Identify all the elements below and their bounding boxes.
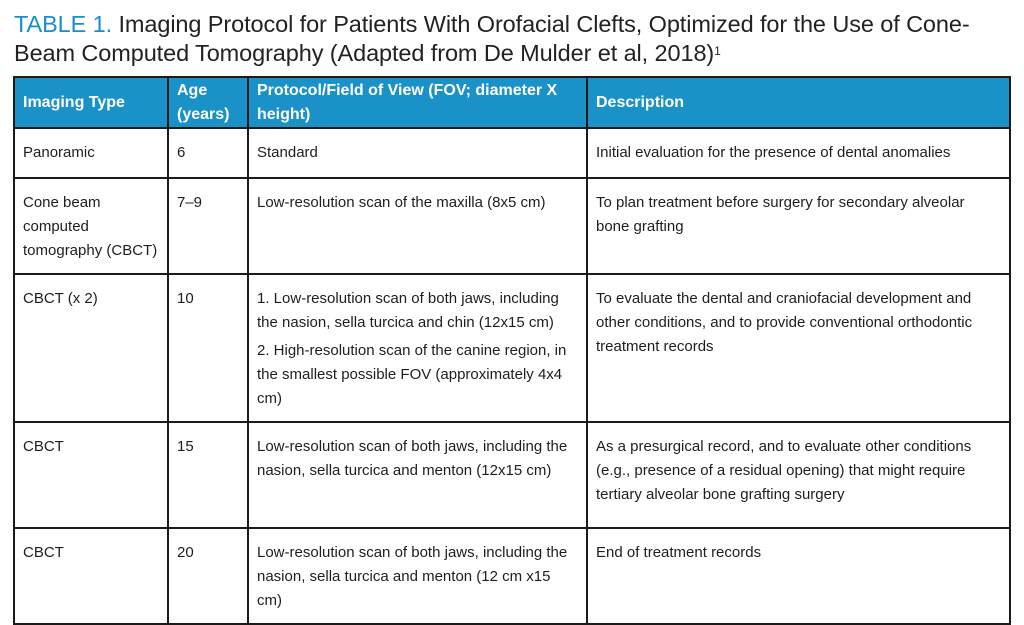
cell-imaging-type: Cone beam computed tomography (CBCT) (14, 178, 168, 274)
table-row (14, 178, 1010, 274)
footnote-marker: 1 (714, 44, 721, 58)
header-imaging-type: Imaging Type (14, 77, 168, 128)
cell-imaging-type: CBCT (x 2) (14, 274, 168, 422)
protocol-item: Low-resolution scan of both jaws, including the nasion, sella turcica and menton (12x15 cm) (257, 438, 568, 479)
cell-description: To plan treatment before surgery for secondary alveolar bone grafting (587, 178, 1010, 274)
imaging-protocol-table (13, 76, 1011, 625)
cell-description: As a presurgical record, and to evaluate other conditions (e.g., presence of a residual opening) that might require tertiary alveolar bone grafting surgery (587, 422, 1010, 528)
cell-description: End of treatment records (587, 528, 1010, 624)
cell-age: 6 (168, 128, 248, 178)
cell-protocol (248, 528, 587, 624)
table-caption (14, 10, 1014, 68)
header-protocol: Protocol/Field of View (FOV; diameter X height) (248, 77, 587, 128)
cell-description: Initial evaluation for the presence of dental anomalies (587, 128, 1010, 178)
cell-imaging-type: CBCT (14, 422, 168, 528)
cell-imaging-type: Panoramic (14, 128, 168, 178)
table-header-row (14, 77, 1010, 128)
cell-age: 10 (168, 274, 248, 422)
header-description: Description (587, 77, 1010, 128)
cell-age: 7–9 (168, 178, 248, 274)
protocol-item: Low-resolution scan of the maxilla (8x5 cm) (257, 194, 546, 211)
table-row (14, 274, 1010, 422)
protocol-item: 2. High-resolution scan of the canine region, in the smallest possible FOV (approximately 4x4 cm) (257, 342, 567, 407)
cell-age: 15 (168, 422, 248, 528)
cell-imaging-type: CBCT (14, 528, 168, 624)
cell-protocol (248, 128, 587, 178)
header-age: Age (years) (168, 77, 248, 128)
protocol-item: Low-resolution scan of both jaws, including the nasion, sella turcica and menton (12 cm x15 cm) (257, 544, 568, 609)
table-row (14, 528, 1010, 624)
cell-protocol (248, 178, 587, 274)
cell-description: To evaluate the dental and craniofacial development and other conditions, and to provide conventional orthodontic treatment records (587, 274, 1010, 422)
table-title: Imaging Protocol for Patients With Orofacial Clefts, Optimized for the Use of Cone-Beam Computed Tomography (Adapted from De Mulder et al, 2018) (14, 11, 970, 66)
table-row (14, 128, 1010, 178)
table-label: TABLE 1. (14, 11, 113, 37)
cell-age: 20 (168, 528, 248, 624)
protocol-item: Standard (257, 144, 318, 161)
cell-protocol (248, 422, 587, 528)
cell-protocol (248, 274, 587, 422)
table-row (14, 422, 1010, 528)
protocol-item: 1. Low-resolution scan of both jaws, including the nasion, sella turcica and chin (12x15 cm) (257, 290, 559, 331)
